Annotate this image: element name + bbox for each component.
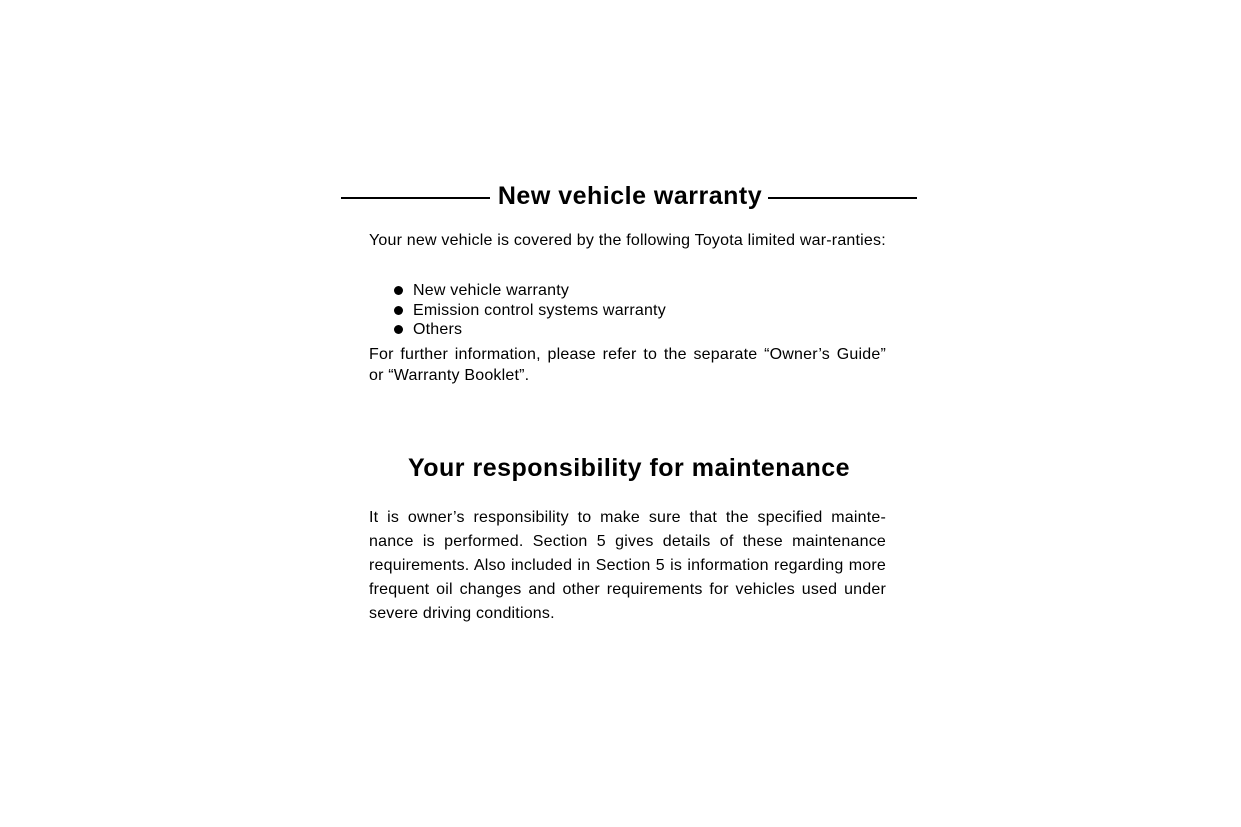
heading-rule-left <box>341 197 490 199</box>
list-item <box>394 320 666 340</box>
bullet-icon <box>394 306 403 315</box>
warranty-heading: New vehicle warranty <box>497 181 763 210</box>
warranty-further-info: For further information, please refer to the separate “Owner’s Guide” or “Warranty Booklet”. <box>369 346 886 384</box>
list-item-label: New vehicle warranty <box>413 282 570 299</box>
warranty-intro: Your new vehicle is covered by the following Toyota limited war-ranties: <box>369 232 886 249</box>
list-item-label: Emission control systems warranty <box>413 301 666 319</box>
heading-rule-right <box>768 197 917 199</box>
list-item <box>394 301 666 321</box>
bullet-icon <box>394 325 403 334</box>
warranty-heading-row <box>341 176 917 216</box>
list-item <box>394 281 666 301</box>
list-item-label: Others <box>413 321 463 338</box>
bullet-icon <box>394 286 403 295</box>
warranty-list <box>394 281 666 340</box>
maintenance-body: It is owner’s responsibility to make sure that the specified mainte-nance is performed. Section 5 gives details of these maintenance requirements. Also included in Section 5 is information regarding more frequent oil changes and other requirements for vehicles used under severe driving conditions. <box>369 509 886 622</box>
maintenance-heading: Your responsibility for maintenance <box>407 454 851 482</box>
